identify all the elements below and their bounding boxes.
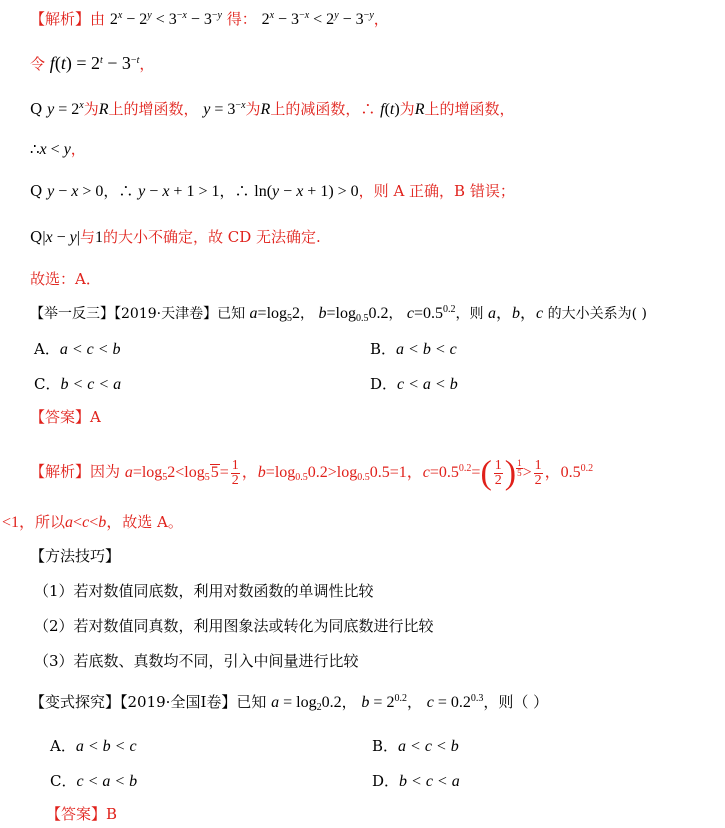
analysis-line-6: Q|x − y|与1的大小不确定，故 CD 无法确定. bbox=[30, 228, 321, 246]
q1-explanation-line-2: <1，所以a<c<b，故选 A。 bbox=[2, 513, 183, 531]
method-item: （2）若对数值同真数，利用图象法或转化为同底数进行比较 bbox=[34, 617, 434, 635]
question-1-stem: 【举一反三】【2019·天津卷】已知 $a=\log_52$， $b=\log_{0.5}0.2$， $c=0.5^{0.2}$，则 a，b，c 的大小关系为( ) bbox=[30, 304, 647, 324]
inequality-expr: $2^x - 2^y < 3^{-x} - 3^{-y}$ bbox=[109, 10, 222, 28]
q1-answer: 【答案】A bbox=[30, 408, 101, 426]
analysis-line-1: 【解析】由 $2^x - 2^y < 3^{-x} - 3^{-y}$ 得： $2^x - 3^{-x} < 2^y - 3^{-y}$， bbox=[30, 10, 389, 28]
q1-option-d[interactable]: D．c < a < b bbox=[370, 375, 458, 393]
analysis-conclusion: 故选：A． bbox=[30, 270, 101, 288]
q1-option-a[interactable]: A．a < c < b bbox=[34, 340, 121, 358]
inequality-rearranged: $2^x - 3^{-x} < 2^y - 3^{-y}$ bbox=[261, 10, 374, 28]
q1-explanation-line-1: 【解析】因为 $a=\log_52<\log_55=$ $\frac{1}{2}$ ，$b=\log_{0.5}0.2>\log_{0.5}0.5=1$，$c=0.5^{0.2}=$( $\frac{1}{2}$ ) $^{\frac{1}{5}}$ > $\frac{1}{2}$ ，$0.5^{0.2}$ bbox=[30, 454, 594, 491]
q2-option-b[interactable]: B．a < c < b bbox=[372, 737, 459, 755]
analysis-line-5: Q y − x > 0，∴ y − x + 1 > 1，∴ ln(y − x + 1) > 0，则 A 正确，B 错误； bbox=[30, 182, 515, 200]
question-2-stem: 【变式探究】【2019·全国Ⅰ卷】已知 $a = \log_20.2$， $b = 2^{0.2}$， $c = 0.2^{0.3}$，则（ ） bbox=[30, 693, 549, 713]
q1-option-c[interactable]: C．b < c < a bbox=[34, 375, 122, 393]
analysis-line-4: ∴x < y， bbox=[30, 140, 86, 158]
q2-option-a[interactable]: A．a < b < c bbox=[50, 737, 137, 755]
analysis-line-3: Q $y = 2^x$为R上的增函数， $y = 3^{-x}$为R上的减函数，∴ f(t)为R上的增函数， bbox=[30, 100, 515, 118]
method-title: 【方法技巧】 bbox=[30, 547, 121, 565]
question-1-head: 【举一反三】【2019·天津卷】已知 bbox=[30, 306, 246, 322]
method-item: （1）若对数值同底数，利用对数函数的单调性比较 bbox=[34, 582, 374, 600]
q1-option-b[interactable]: B．a < b < c bbox=[370, 340, 457, 358]
function-def: $f(t) = 2^t - 3^{-t}$ bbox=[49, 53, 140, 73]
q2-option-c[interactable]: C．c < a < b bbox=[50, 772, 138, 790]
analysis-tag: 【解析】 bbox=[30, 10, 91, 28]
q2-option-d[interactable]: D．b < c < a bbox=[372, 772, 460, 790]
question-2-head: 【变式探究】【2019·全国Ⅰ卷】已知 bbox=[30, 693, 267, 711]
q2-answer: 【答案】B bbox=[46, 805, 118, 823]
analysis-line-2: 令 $f(t) = 2^t - 3^{-t}$， bbox=[30, 53, 155, 73]
method-item: （3）若底数、真数均不同，引入中间量进行比较 bbox=[34, 652, 359, 670]
